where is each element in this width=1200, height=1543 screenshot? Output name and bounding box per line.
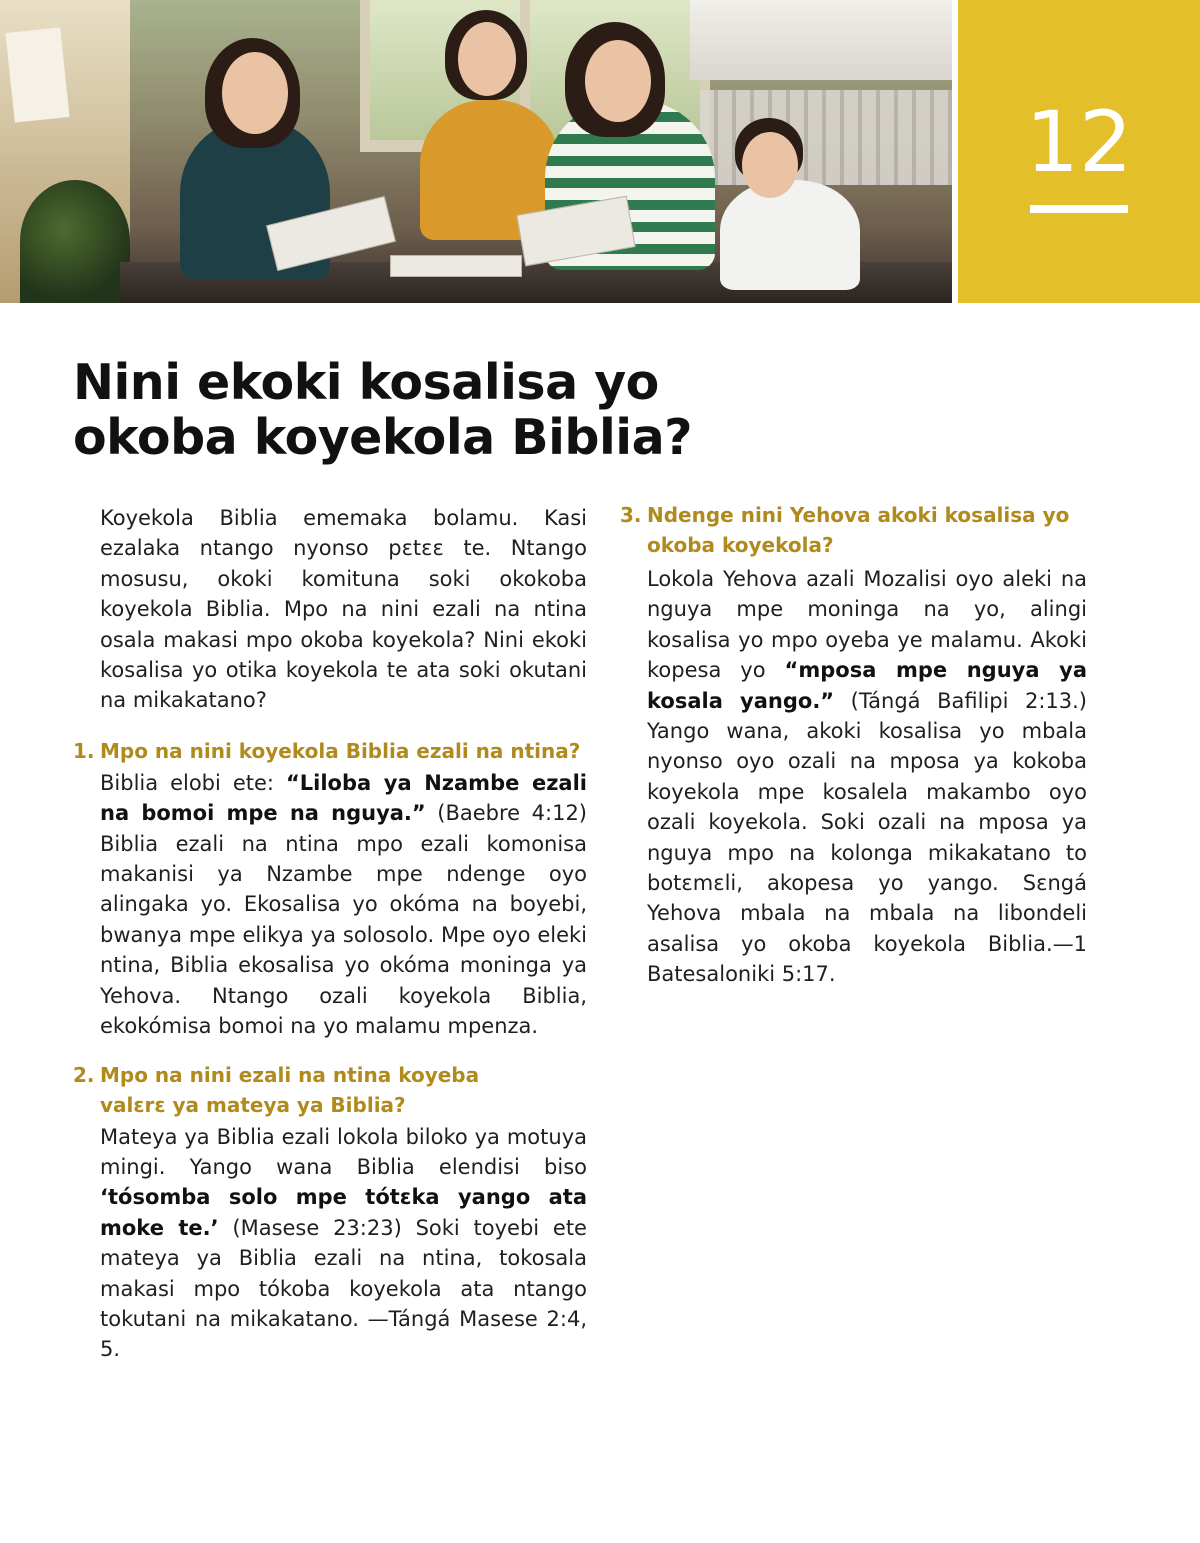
chapter-badge: [958, 0, 1200, 303]
question-2-text: Mpo na nini ezali na ntina koyeba: [100, 1062, 480, 1087]
page-title: [73, 355, 873, 465]
answer-3-quote: “mposa mpe nguya ya kosala yango.”: [647, 658, 1087, 713]
photo-child-drawing: [5, 27, 69, 122]
question-2-number: 2.: [73, 1062, 95, 1087]
header-photo: [0, 0, 952, 303]
answer-1-post: (Baebre 4:12) Biblia ezali na ntina mpo ezali komonisa makanisi ya Nzambe mpe ndenge oyo alingaka yo. Ekosalisa yo okóma na boyebi, bwanya mpe elikya ya solosolo. Mpe oyo eleki ntina, Biblia ekosalisa yo okóma moninga ya Yehova. Ntango ozali koyekola Biblia, ekokómisa bomoi na yo malamu mpenza.: [100, 801, 587, 1039]
question-2-text-line2: valɛrɛ ya mateya ya Biblia?: [100, 1092, 406, 1117]
question-3-text: Ndenge nini Yehova akoki kosalisa yo: [647, 503, 1070, 527]
intro-paragraph: Koyekola Biblia ememaka bolamu. Kasi ezalaka ntango nyonso pɛtɛɛ te. Ntango mosusu, okoki komituna soki okokoba koyekola Biblia. Mpo na nini ezali na ntina osala makasi mpo okoba koyekola? Nini ekoki kosalisa yo otika koyekola te ata soki okutani na mikakatano?: [100, 506, 587, 713]
page-title-line1: Nini ekoki kosalisa yo: [73, 354, 659, 411]
question-3-text-line2: okoba koyekola?: [647, 533, 834, 557]
answer-2-quote: ‘tósomba solo mpe tótɛka yango ata moke te.’: [100, 1185, 587, 1240]
question-1-text: Mpo na nini koyekola Biblia ezali na ntina?: [100, 738, 581, 763]
answer-3-paragraph: [647, 564, 1087, 990]
answer-2-paragraph: [100, 1122, 587, 1365]
answer-2-post: (Masese 23:23) Soki toyebi ete mateya ya Biblia ezali na ntina, tokosala makasi mpo tókoba koyekola ata ntango tokutani na mikakatano. —Tángá Masese 2:4, 5.: [100, 1215, 587, 1362]
answer-3-post: (Tángá Bafilipi 2:13.) Yango wana, akoki kosalisa yo mbala nyonso oyo ozali na mposa ya kokoba koyekola mpe kosalela makambo oyo ozali koyekola. Soki ozali na mposa ya nguya mpo na kolonga mikakatano to botɛmɛli, akopesa yo yango. Sɛngá Yehova mbala na mbala na libondeli asalisa yo okoba koyekola Biblia.—1 Batesaloniki 5:17.: [647, 688, 1087, 987]
photo-face: [222, 52, 288, 134]
question-1: [73, 736, 587, 766]
photo-cabinet: [690, 0, 952, 80]
question-1-number: 1.: [73, 738, 95, 763]
answer-1-pre: Biblia elobi ete:: [100, 770, 286, 795]
photo-face: [458, 22, 516, 96]
right-column: [620, 500, 1087, 990]
question-3: [620, 500, 1087, 560]
answer-2-pre: Mateya ya Biblia ezali lokola biloko ya motuya mingi. Yango wana Biblia elendisi biso: [100, 1124, 587, 1179]
photo-face: [742, 132, 798, 198]
question-3-number: 3.: [620, 503, 642, 527]
page-title-line2: okoba koyekola Biblia?: [73, 409, 693, 466]
chapter-underline: [1030, 205, 1128, 213]
left-column: [73, 503, 587, 1365]
chapter-number: 12: [1025, 93, 1133, 191]
question-2: [73, 1060, 587, 1120]
photo-face: [585, 40, 651, 122]
answer-1-paragraph: [100, 768, 587, 1042]
photo-book: [390, 255, 522, 277]
answer-3-pre: Lokola Yehova azali Mozalisi oyo aleki na nguya mpe moninga na yo, alingi kosalisa yo mpo oyeba ye malamu. Akoki kopesa yo: [647, 567, 1087, 683]
photo-boy-white: [720, 180, 860, 290]
answer-1-quote: “Liloba ya Nzambe ezali na bomoi mpe na nguya.”: [100, 770, 587, 826]
photo-plant: [20, 180, 130, 303]
